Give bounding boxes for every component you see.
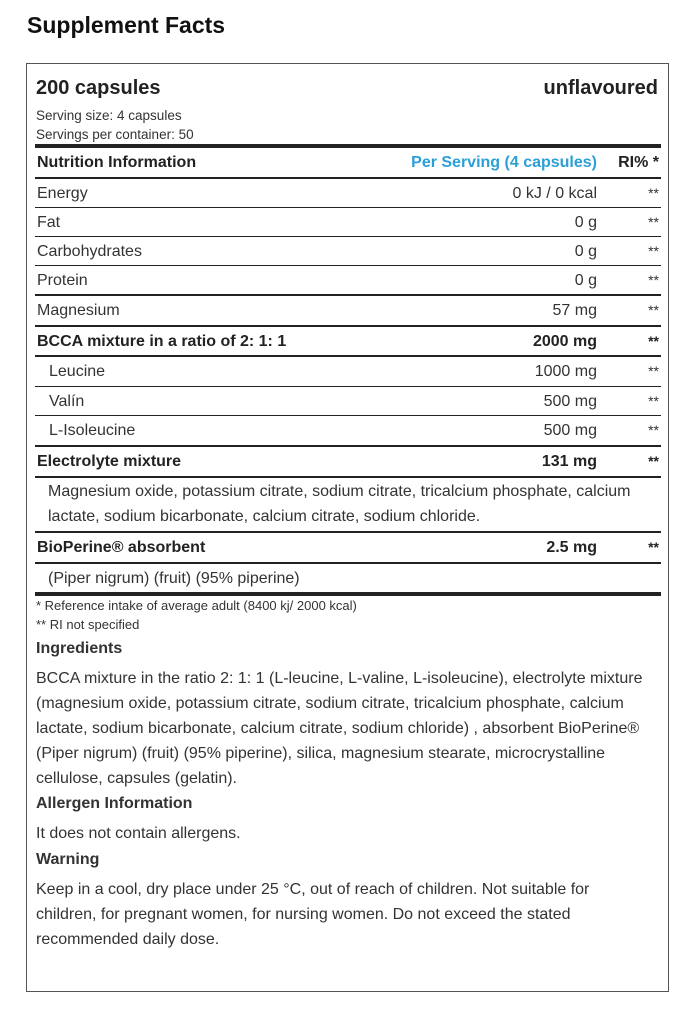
warning-text: Keep in a cool, dry place under 25 °C, out of reach of children. Not suitable for children, for pregnant women, for nursing women. Do not exceed the stated recommended daily dose. — [36, 881, 590, 948]
table-row-bioperine — [35, 533, 661, 562]
nutrient-value: 0 g — [574, 243, 597, 260]
table-row-bcca-mixture — [35, 327, 661, 356]
servings-per-container: Servings per container: 50 — [36, 127, 194, 142]
table-row-l-isoleucine — [35, 416, 661, 445]
nutrient-ri: ** — [648, 539, 659, 555]
table-header-row — [35, 148, 661, 177]
electrolyte-detail: Magnesium oxide, potassium citrate, sodium citrate, tricalcium phosphate, calcium lactate, sodium bicarbonate, calcium citrate, sodium chloride. — [48, 483, 631, 525]
table-row-magnesium — [35, 296, 661, 325]
nutrient-ri: ** — [648, 272, 659, 288]
table-row-protein — [35, 266, 661, 295]
nutrient-name: Carbohydrates — [37, 243, 142, 260]
warning-heading: Warning — [36, 851, 100, 868]
column-per-serving: Per Serving (4 capsules) — [411, 154, 597, 171]
nutrient-name: Energy — [37, 185, 88, 202]
divider — [35, 562, 661, 564]
allergen-heading: Allergen Information — [36, 795, 193, 812]
nutrient-value: 2.5 mg — [546, 539, 597, 556]
thick-divider — [35, 592, 661, 596]
nutrient-ri: ** — [648, 185, 659, 201]
bioperine-detail: (Piper nigrum) (fruit) (95% piperine) — [48, 570, 300, 587]
nutrient-name: L-Isoleucine — [49, 422, 136, 439]
ri-not-specified-footnote: ** RI not specified — [36, 617, 140, 632]
serving-size: Serving size: 4 capsules — [36, 108, 182, 123]
ingredients-heading: Ingredients — [36, 640, 123, 657]
divider — [35, 476, 661, 478]
nutrient-name: Electrolyte mixture — [37, 453, 182, 470]
reference-intake-footnote: * Reference intake of average adult (8400 kj/ 2000 kcal) — [36, 598, 357, 613]
capsule-quantity: 200 capsules — [36, 77, 161, 99]
nutrient-name: BCCA mixture in a ratio of 2: 1: 1 — [37, 333, 287, 350]
nutrient-value: 57 mg — [552, 302, 597, 319]
nutrient-value: 2000 mg — [532, 333, 597, 350]
ingredients-text: BCCA mixture in the ratio 2: 1: 1 (L-leucine, L-valine, L-isoleucine), electrolyte mixture (magnesium oxide, potassium citrate, sodium citrate, tricalcium phosphate, calcium lactate, sodium bicarbonate, calcium citrate, sodium chloride) , absorbent BioPerine® (Piper nigrum) (fruit) (95% piperine), silica, magnesium stearate, microcrystalline cellulose, capsules (gelatin). — [36, 670, 643, 787]
nutrient-value: 131 mg — [541, 453, 597, 470]
column-nutrition-information: Nutrition Information — [37, 154, 197, 171]
nutrient-ri: ** — [648, 302, 659, 318]
nutrient-name: Fat — [37, 214, 61, 231]
nutrient-name: Valín — [49, 393, 85, 410]
nutrient-ri: ** — [648, 333, 659, 349]
table-row-valin — [35, 387, 661, 416]
table-row-fat — [35, 208, 661, 237]
nutrient-value: 0 kJ / 0 kcal — [512, 185, 597, 202]
page-title: Supplement Facts — [27, 12, 226, 38]
table-row-carbohydrates — [35, 237, 661, 266]
table-row-energy — [35, 179, 661, 208]
column-ri: RI% * — [618, 154, 659, 171]
allergen-text: It does not contain allergens. — [36, 825, 241, 842]
nutrient-name: BioPerine® absorbent — [37, 539, 206, 556]
table-row-electrolyte-mixture — [35, 447, 661, 476]
nutrient-ri: ** — [648, 453, 659, 469]
table-row-leucine — [35, 357, 661, 386]
nutrient-value: 0 g — [574, 272, 597, 289]
nutrient-ri: ** — [648, 214, 659, 230]
nutrient-name: Leucine — [49, 363, 106, 380]
nutrient-ri: ** — [648, 422, 659, 438]
nutrient-value: 500 mg — [543, 422, 597, 439]
nutrient-name: Magnesium — [37, 302, 120, 319]
nutrient-value: 1000 mg — [534, 363, 597, 380]
supplement-facts-panel — [26, 63, 669, 992]
nutrient-name: Protein — [37, 272, 88, 289]
nutrient-ri: ** — [648, 393, 659, 409]
nutrient-ri: ** — [648, 243, 659, 259]
flavour-label: unflavoured — [543, 77, 658, 99]
nutrient-value: 0 g — [574, 214, 597, 231]
nutrient-ri: ** — [648, 363, 659, 379]
nutrient-value: 500 mg — [543, 393, 597, 410]
